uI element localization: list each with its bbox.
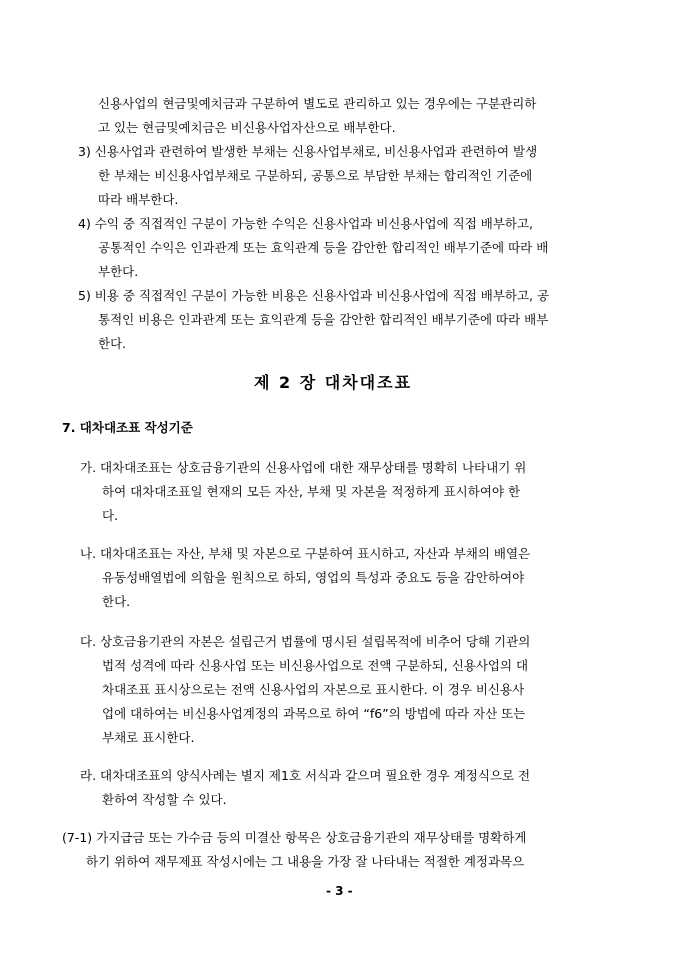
intro-line-1: 신용사업의 현금및예치금과 구분하여 별도로 관리하고 있는 경우에는 구분관리하 bbox=[98, 96, 537, 111]
item-ga-line-2: 하여 대차대조표일 현재의 모든 자산, 부채 및 자본을 적정하게 표시하여야 한 bbox=[102, 484, 521, 499]
item-ga-line-3: 다. bbox=[102, 508, 119, 523]
item4-line-2: 공통적인 수익은 인과관계 또는 효익관계 등을 감안한 합리적인 배부기준에 따라 배 bbox=[98, 240, 549, 255]
item5-line-1: 5) 비용 중 직접적인 구분이 가능한 비용은 신용사업과 비신용사업에 직접 배부하고, 공 bbox=[78, 288, 550, 303]
item-da-line-5: 부채로 표시한다. bbox=[102, 730, 195, 745]
page-number: - 3 - bbox=[326, 884, 353, 898]
item-ra-line-2: 환하여 작성할 수 있다. bbox=[102, 792, 227, 807]
note-7-1-line-1: (7-1) 가지급금 또는 가수금 등의 미결산 항목은 상호금융기관의 재무상태를 명확하게 bbox=[62, 830, 527, 845]
item-da-line-1: 다. 상호금융기관의 자본은 설립근거 법률에 명시된 설립목적에 비추어 당해 기관의 bbox=[80, 634, 531, 649]
item5-line-2: 통적인 비용은 인과관계 또는 효익관계 등을 감안한 합리적인 배부기준에 따라 배부 bbox=[98, 312, 549, 327]
section-title: 7. 대차대조표 작성기준 bbox=[62, 420, 193, 435]
item-ga-line-1: 가. 대차대조표는 상호금융기관의 신용사업에 대한 재무상태를 명확히 나타내기 위 bbox=[80, 460, 527, 475]
item-na-line-1: 나. 대차대조표는 자산, 부채 및 자본으로 구분하여 표시하고, 자산과 부채의 배열은 bbox=[80, 546, 531, 561]
item-da-line-4: 업에 대하여는 비신용사업계정의 과목으로 하여 “f6”의 방법에 따라 자산 또는 bbox=[102, 706, 526, 721]
item4-line-3: 부한다. bbox=[98, 264, 139, 279]
item-ra-line-1: 라. 대차대조표의 양식사례는 별지 제1호 서식과 같으며 필요한 경우 계정식으로 전 bbox=[80, 768, 531, 783]
intro-line-2: 고 있는 현금및예치금은 비신용사업자산으로 배부한다. bbox=[98, 120, 396, 135]
item-da-line-2: 법적 성격에 따라 신용사업 또는 비신용사업으로 전액 구분하되, 신용사업의 대 bbox=[102, 658, 529, 673]
item3-line-1: 3) 신용사업과 관련하여 발생한 부채는 신용사업부채로, 비신용사업과 관련하여 발생 bbox=[78, 144, 538, 159]
item3-line-3: 따라 배부한다. bbox=[98, 192, 179, 207]
item-da-line-3: 차대조표 표시상으로는 전액 신용사업의 자본으로 표시한다. 이 경우 비신용사 bbox=[102, 682, 525, 697]
item-na-line-3: 한다. bbox=[102, 594, 131, 609]
item4-line-1: 4) 수익 중 직접적인 구분이 가능한 수익은 신용사업과 비신용사업에 직접 배부하고, bbox=[78, 216, 534, 231]
chapter-title: 제 2 장 대차대조표 bbox=[254, 373, 413, 392]
item-na-line-2: 유동성배열법에 의함을 원칙으로 하되, 영업의 특성과 중요도 등을 감안하여야 bbox=[102, 570, 525, 585]
item5-line-3: 한다. bbox=[98, 336, 127, 351]
item3-line-2: 한 부채는 비신용사업부채로 구분하되, 공통으로 부담한 부채는 합리적인 기준에 bbox=[98, 168, 533, 183]
note-7-1-line-2: 하기 위하여 재무제표 작성시에는 그 내용을 가장 잘 나타내는 적절한 계정과목으 bbox=[86, 854, 525, 869]
